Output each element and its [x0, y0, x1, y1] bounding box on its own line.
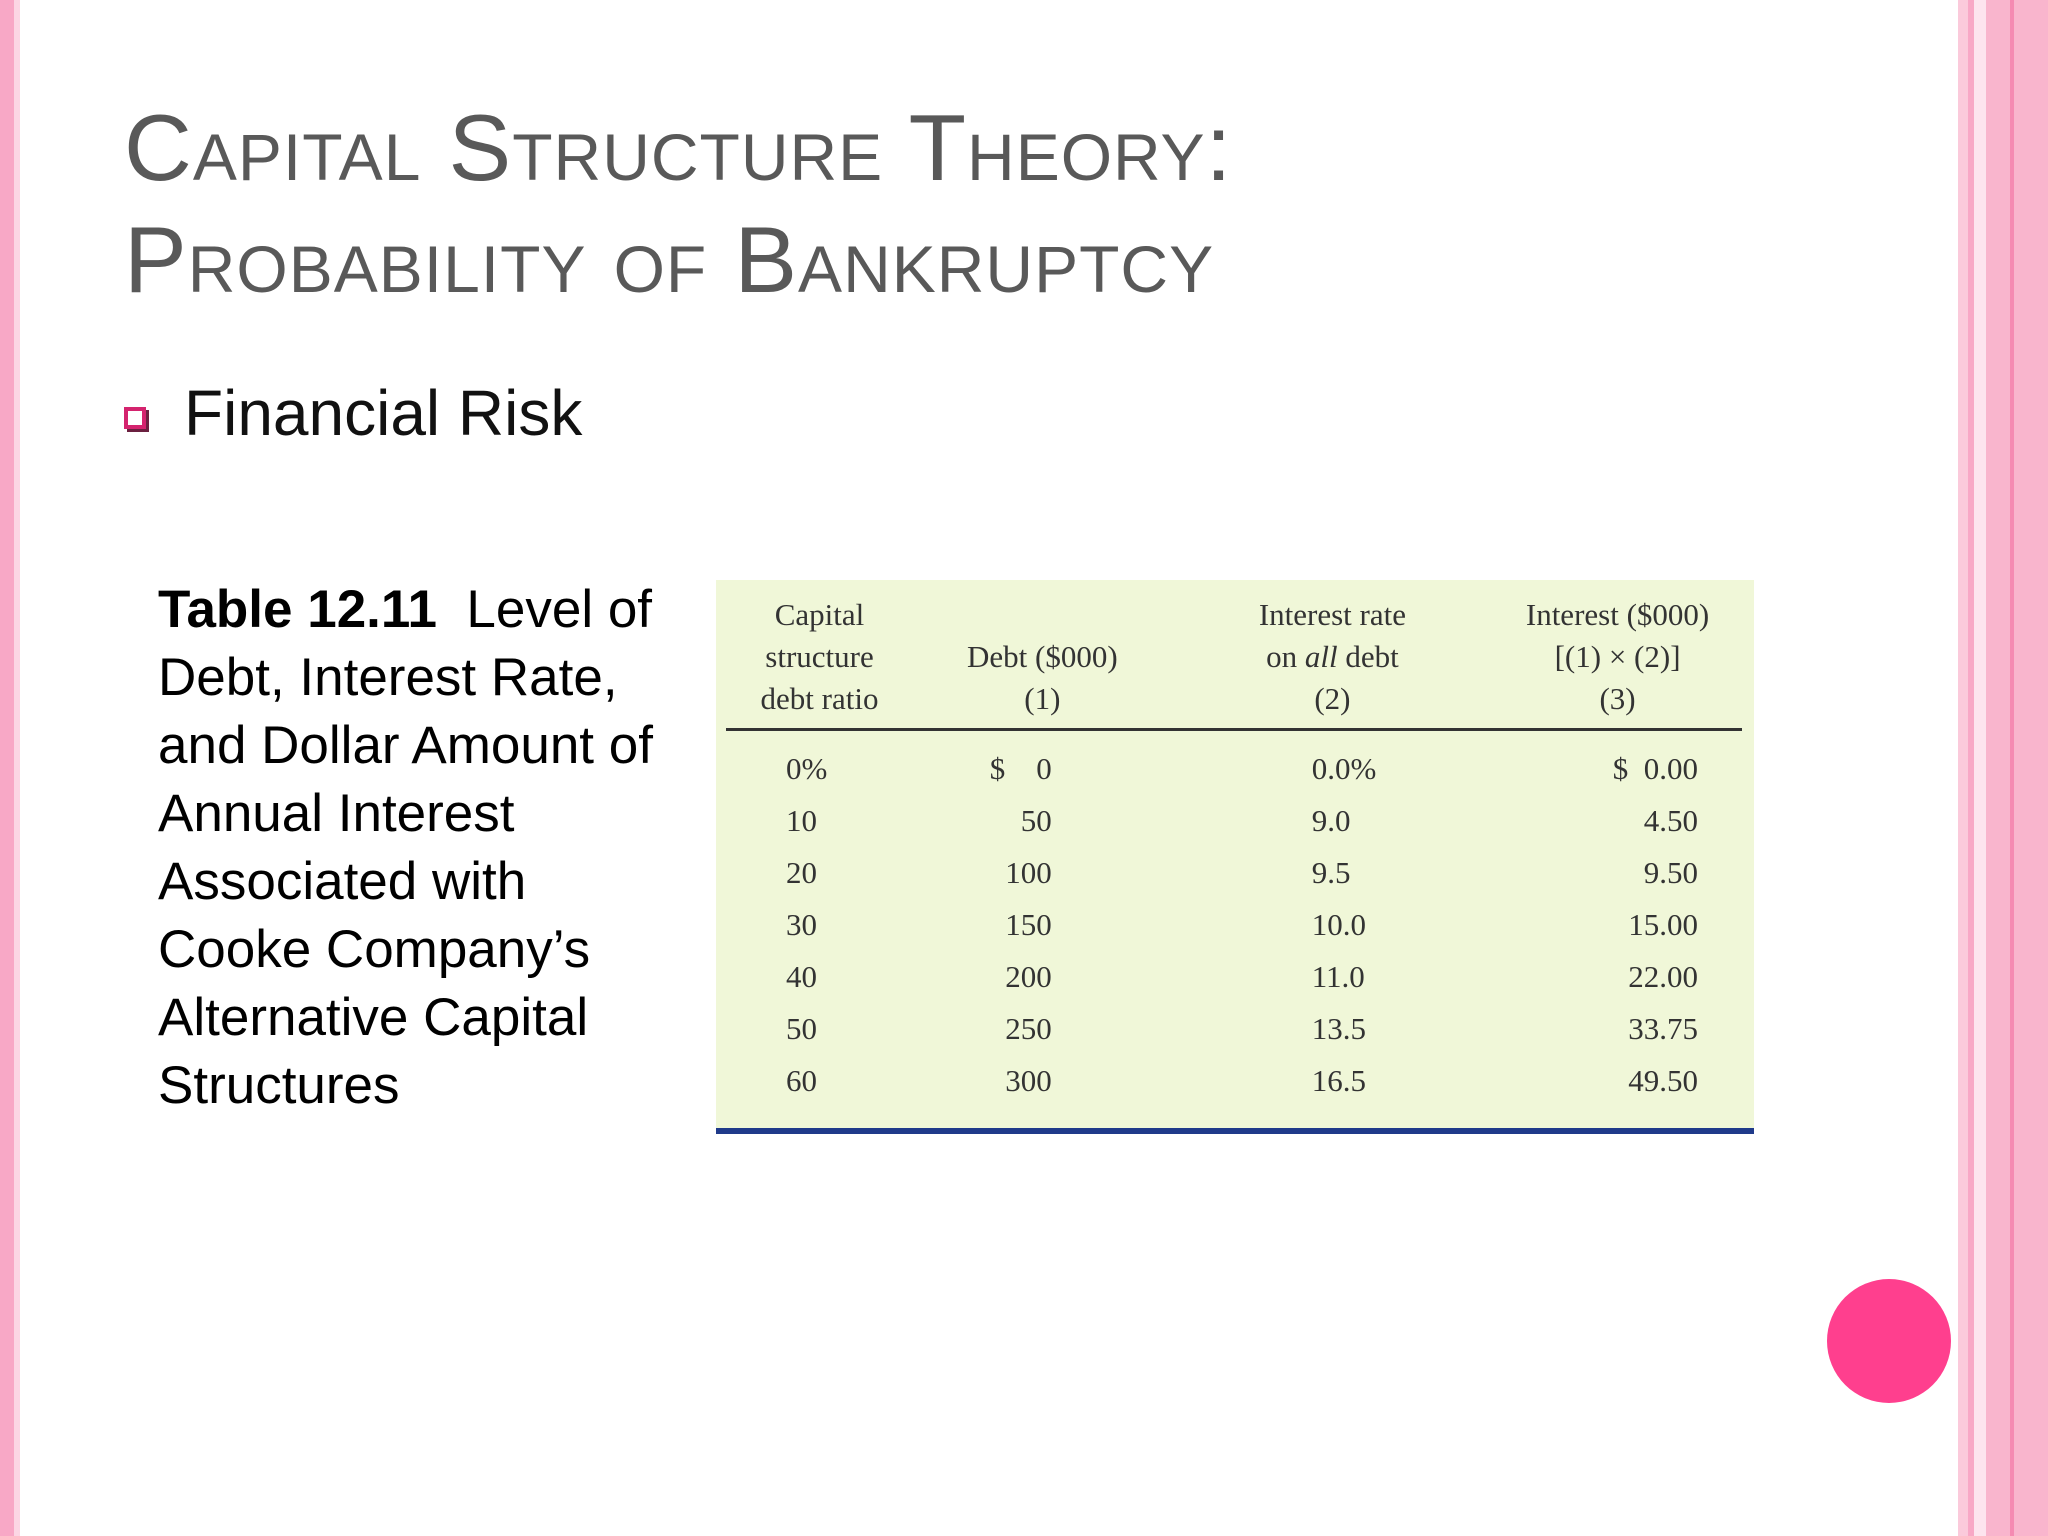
cell-interest-amount: 15.00	[1628, 907, 1698, 942]
header-text: on all debt	[1266, 639, 1399, 674]
header-debt-ratio	[726, 594, 913, 730]
cell-debt: 250	[1005, 1011, 1052, 1046]
cell-interest-amount: 49.50	[1628, 1063, 1698, 1098]
header-emphasis: all	[1304, 639, 1338, 674]
header-interest-rate	[1172, 594, 1493, 730]
cell-interest-amount: 22.00	[1628, 959, 1698, 994]
cell-debt-ratio: 40	[786, 959, 817, 994]
right-border-stripe	[1958, 0, 1968, 1536]
cell-debt-ratio: 30	[786, 907, 817, 942]
right-border-stripe-light	[1974, 0, 1986, 1536]
cell-interest-amount: $ 0.00	[1612, 751, 1698, 786]
header-text: (2)	[1314, 681, 1351, 716]
table-row	[726, 847, 1742, 899]
header-text: Capital structure	[765, 597, 874, 674]
slide-title-line-1: Capital Structure Theory:	[124, 95, 1233, 200]
cell-interest-rate: 9.0	[1311, 803, 1351, 838]
table-header-row	[726, 594, 1742, 730]
table-row	[726, 899, 1742, 951]
table-row	[726, 1055, 1742, 1107]
slide-title	[124, 92, 1324, 316]
header-debt	[913, 594, 1172, 730]
right-border-band	[1986, 0, 2048, 1536]
header-text: (3)	[1599, 681, 1636, 716]
cell-interest-rate: 11.0	[1311, 959, 1365, 994]
table-caption	[158, 576, 678, 1120]
header-text: Interest ($000)	[1525, 597, 1710, 632]
cell-interest-rate: 16.5	[1311, 1063, 1366, 1098]
table-row	[726, 951, 1742, 1003]
cell-debt: 150	[1005, 907, 1052, 942]
cell-interest-rate: 10.0	[1311, 907, 1366, 942]
cell-debt: 100	[1005, 855, 1052, 890]
cell-interest-amount: 33.75	[1628, 1011, 1698, 1046]
table-caption-label: Table 12.11	[158, 580, 437, 639]
header-text: [(1) × (2)]	[1554, 639, 1681, 674]
table-row	[726, 1003, 1742, 1055]
debt-interest-table	[726, 594, 1742, 1107]
cell-debt-ratio: 60	[786, 1063, 817, 1098]
cell-interest-amount: 9.50	[1643, 855, 1698, 890]
header-text: debt ratio	[760, 681, 879, 716]
header-interest-amount	[1493, 594, 1742, 730]
slide-title-line-2: Probability of Bankruptcy	[124, 207, 1215, 312]
cell-debt: 300	[1005, 1063, 1052, 1098]
cell-debt-ratio: 50	[786, 1011, 817, 1046]
cell-debt: 50	[1020, 803, 1052, 838]
decorative-pink-circle	[1827, 1279, 1951, 1403]
cell-debt-ratio: 10	[786, 803, 817, 838]
left-border-stripe-light	[14, 0, 20, 1536]
left-border-stripe	[0, 0, 14, 1536]
data-table-panel	[716, 580, 1754, 1134]
header-text: Debt ($000)	[967, 639, 1118, 674]
table-row	[726, 795, 1742, 847]
right-border-line	[2010, 0, 2014, 1536]
cell-interest-rate: 0.0%	[1311, 751, 1377, 786]
cell-interest-amount: 4.50	[1643, 803, 1698, 838]
bullet-text: Financial Risk	[184, 377, 583, 449]
bullet-item	[124, 376, 582, 450]
cell-debt: $ 0	[989, 751, 1052, 786]
table-row	[726, 730, 1742, 796]
table-caption-text: Level of Debt, Interest Rate, and Dollar Amount of Annual Interest Associated with Cooke Company’s Alternative Capital Structures	[158, 580, 653, 1115]
cell-debt: 200	[1005, 959, 1052, 994]
header-text: (1)	[1024, 681, 1061, 716]
cell-debt-ratio: 0%	[786, 751, 828, 786]
cell-interest-rate: 13.5	[1311, 1011, 1366, 1046]
header-text: Interest rate	[1258, 597, 1406, 632]
cell-interest-rate: 9.5	[1311, 855, 1351, 890]
cell-debt-ratio: 20	[786, 855, 817, 890]
square-bullet-icon	[124, 407, 146, 429]
